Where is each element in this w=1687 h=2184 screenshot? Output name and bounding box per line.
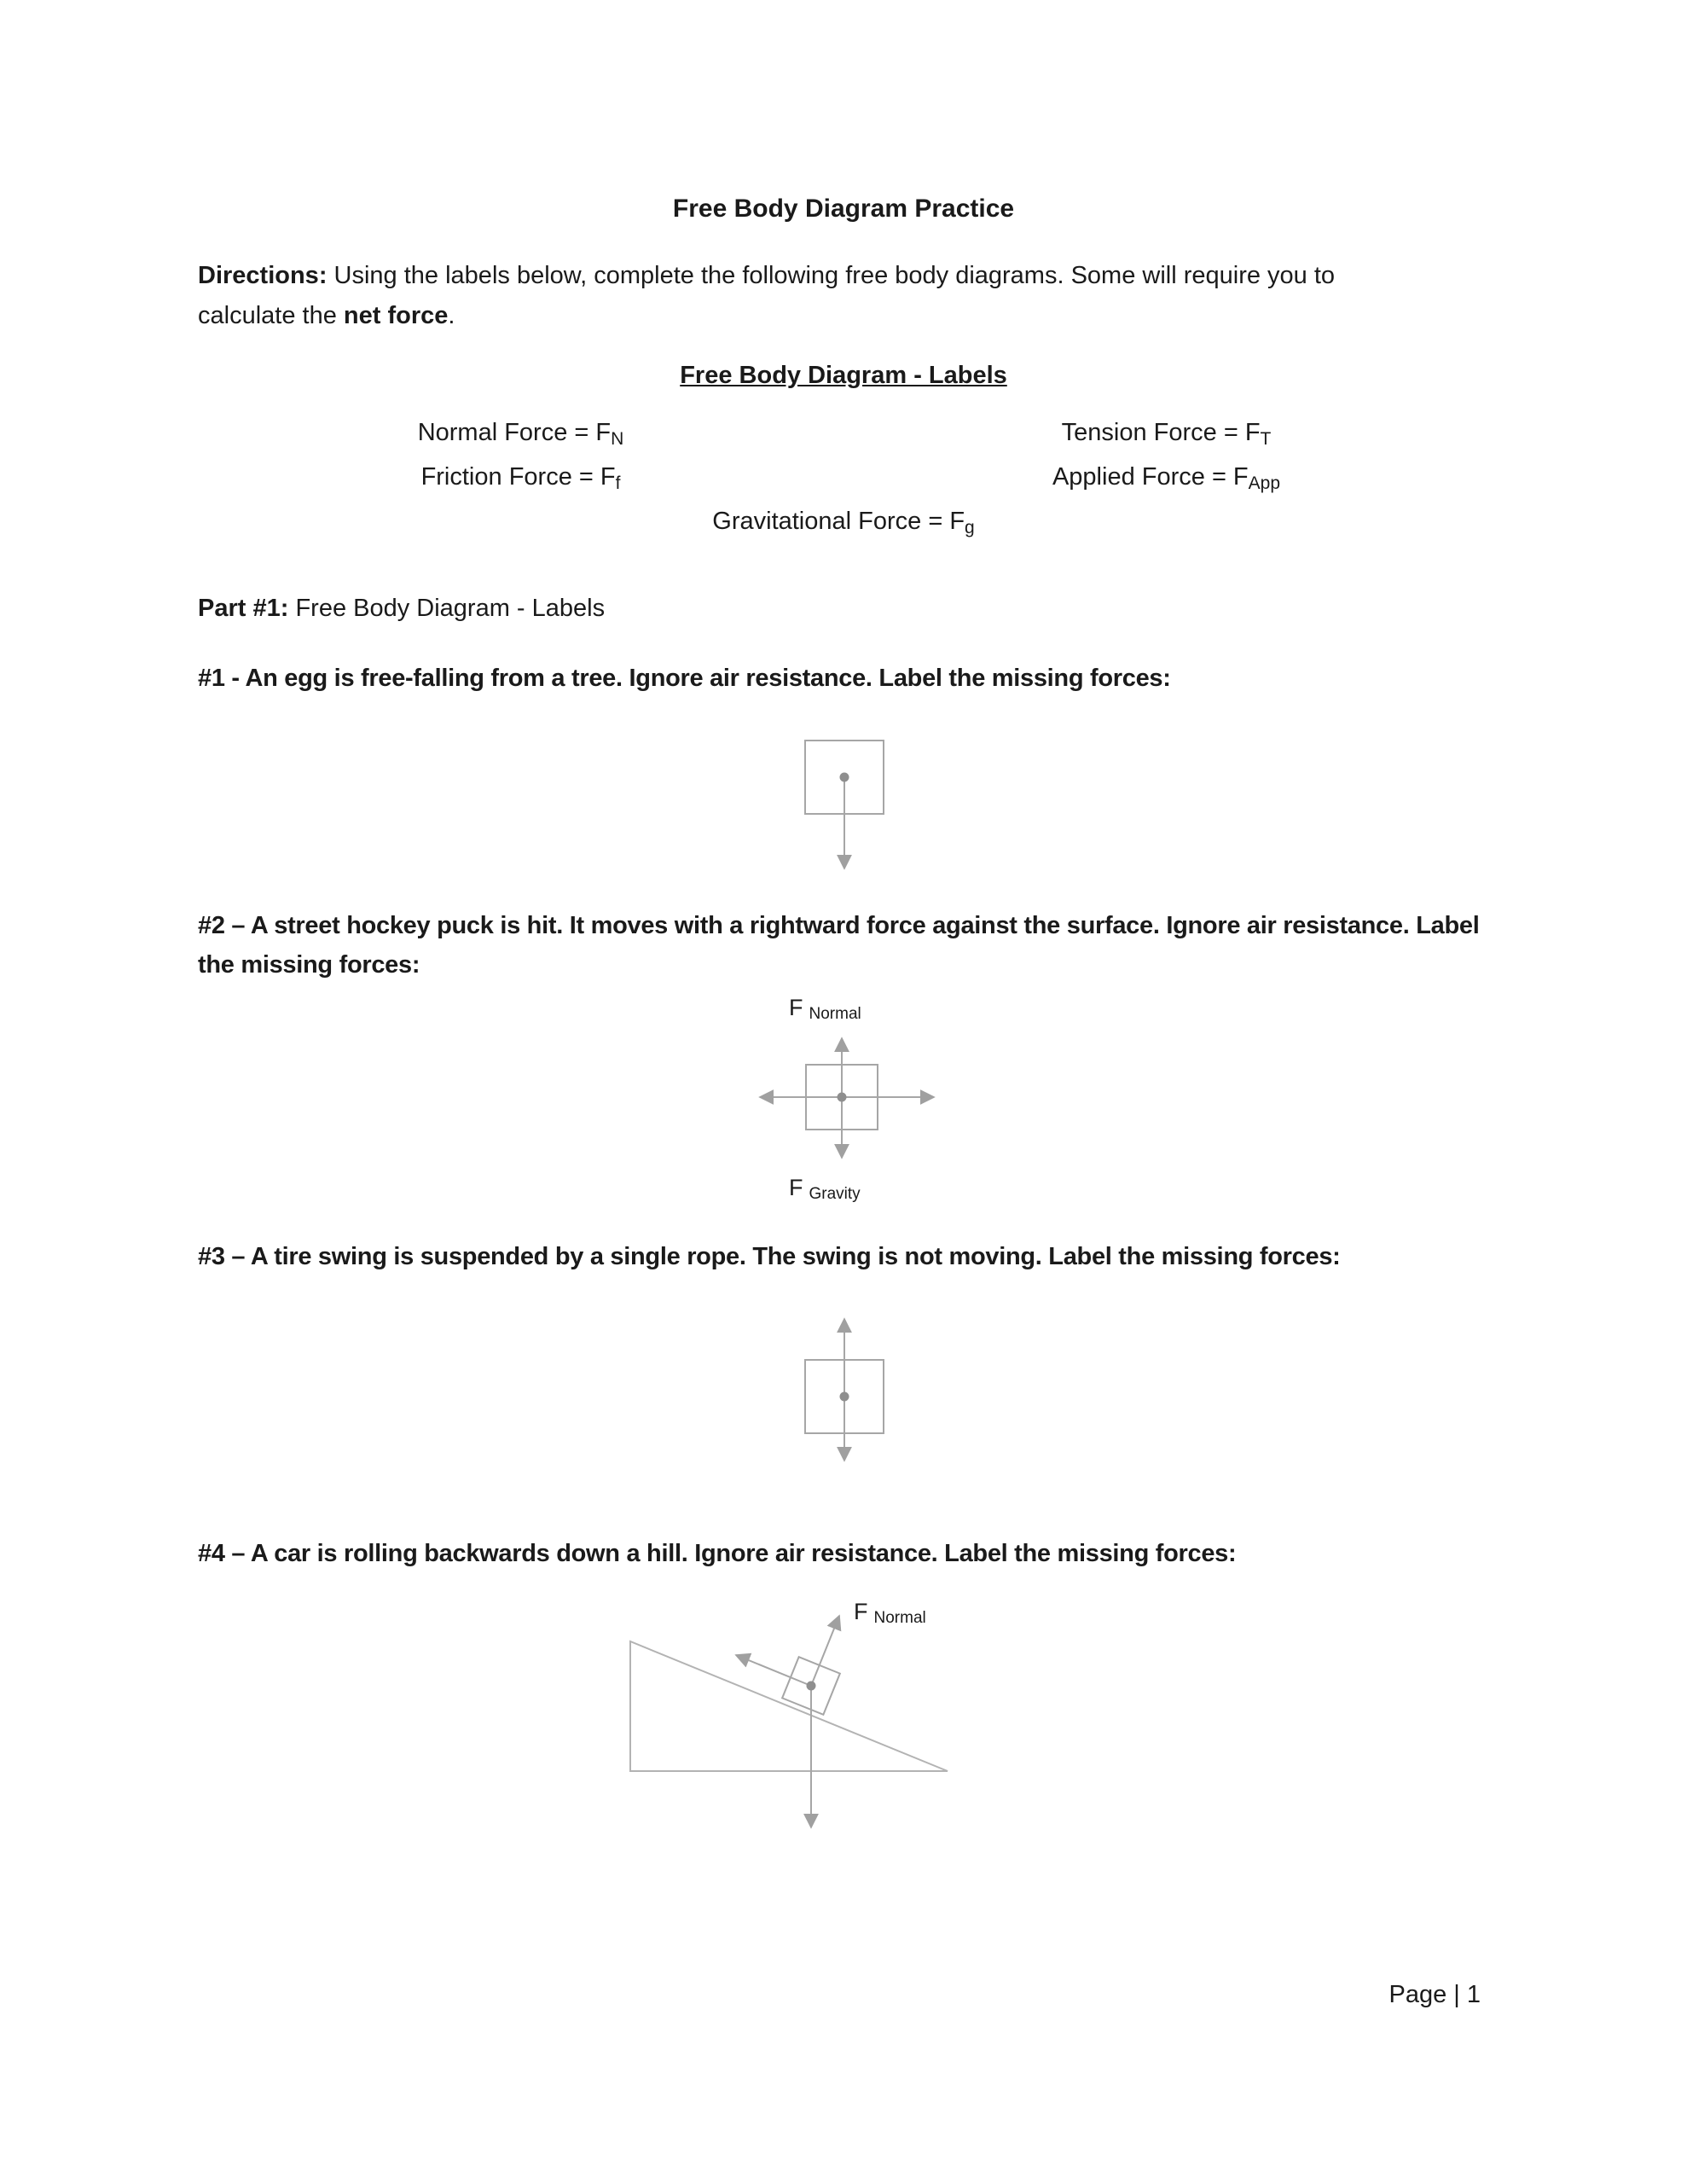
- gravity-force-label: F Gravity: [789, 1175, 861, 1203]
- question-1: #1 - An egg is free-falling from a tree. Ignore air resistance. Label the missing forces:: [198, 665, 1171, 692]
- force-label-normal: Normal Force = $F_N$: [417, 419, 624, 449]
- tire-swing-diagram: [198, 1309, 1489, 1490]
- directions-paragraph: [198, 256, 1422, 336]
- incline-triangle: [630, 1641, 948, 1771]
- force-label-tension: Tension Force = $F_T$: [1061, 419, 1272, 449]
- center-dot: [807, 1682, 816, 1691]
- part1-label: Part #1:: [198, 595, 289, 622]
- directions-bold-term: net force: [343, 302, 449, 329]
- egg-freefall-diagram: [198, 735, 1489, 882]
- question-4: #4 – A car is rolling backwards down a hill. Ignore air resistance. Label the missing forces:: [198, 1540, 1237, 1567]
- force-label-gravitational: Gravitational Force = $F_g$: [712, 508, 975, 537]
- force-label-applied: Applied Force = $F_{App}$: [1052, 463, 1281, 493]
- labels-section-heading: Free Body Diagram - Labels: [680, 362, 1007, 389]
- center-dot: [840, 1392, 849, 1402]
- center-dot: [840, 773, 849, 782]
- force-label-friction: Friction Force = $F_f$: [420, 463, 621, 493]
- car-hill-svg: [605, 1595, 1082, 1851]
- puck-svg: [739, 1025, 948, 1171]
- question-2: #2 – A street hockey puck is hit. It moves with a rightward force against the surface. Ignore air resistance. Label the missing forces:: [198, 912, 1480, 979]
- page-number: Page | 1: [1388, 1981, 1481, 2008]
- part1-text: Free Body Diagram - Labels: [288, 595, 606, 622]
- part1-heading: [198, 595, 1489, 623]
- directions-label: Directions:: [198, 262, 328, 289]
- center-dot: [838, 1093, 847, 1102]
- normal-force-label: F Normal: [854, 1599, 926, 1627]
- directions-text: Using the labels below, complete the following free body diagrams. Some will require you to calculate the: [198, 262, 1336, 329]
- normal-force-label: F Normal: [789, 995, 861, 1023]
- directions-period: .: [448, 302, 455, 329]
- question-3: #3 – A tire swing is suspended by a single rope. The swing is not moving. Label the missing forces:: [198, 1243, 1341, 1270]
- tire-swing-svg: [767, 1309, 920, 1490]
- page-title: Free Body Diagram Practice: [672, 195, 1015, 223]
- egg-freefall-svg: [767, 735, 920, 882]
- car-hill-diagram: [198, 1595, 1489, 1856]
- puck-diagram: [198, 995, 1489, 1201]
- force-labels-list: [198, 414, 1489, 547]
